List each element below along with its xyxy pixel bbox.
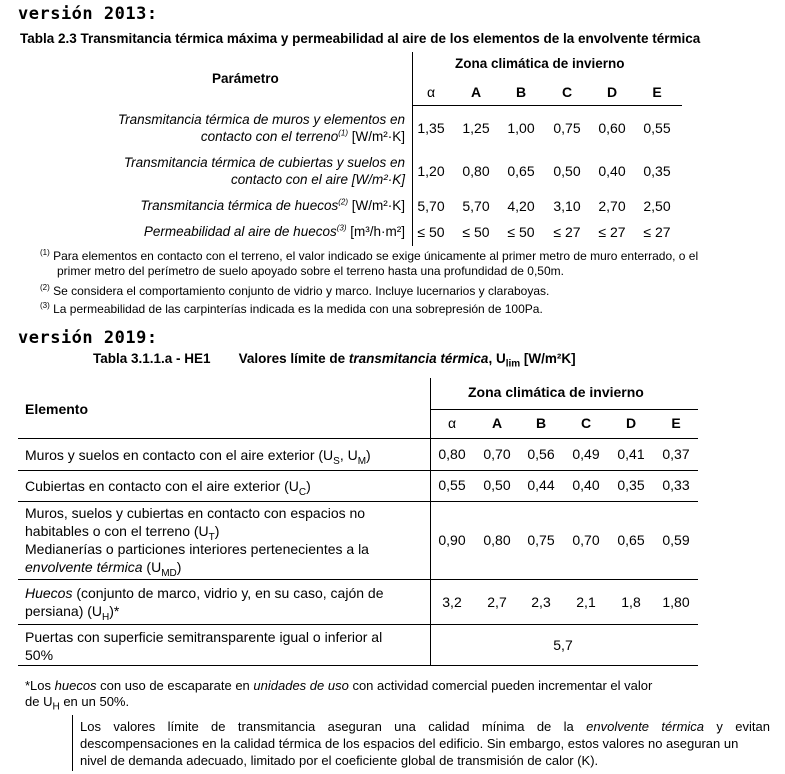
row-label-part: Cubiertas en contacto con el aire exterior (U	[25, 478, 299, 494]
row-label-2019	[25, 628, 425, 664]
header-rule-2013	[412, 105, 682, 106]
row-label-2013	[124, 154, 405, 188]
value-cell: ≤ 27	[643, 224, 671, 240]
row-label-part: Huecos	[25, 585, 73, 601]
row-sub: MD	[161, 567, 177, 579]
footnote-1	[40, 249, 698, 264]
caption-text: transmitancia térmica	[348, 351, 489, 366]
note-bar	[72, 715, 73, 771]
row-sub: H	[102, 611, 110, 623]
row-label-2013	[118, 111, 405, 145]
divider-2013	[412, 52, 413, 246]
value-cell: 0,90	[438, 532, 466, 548]
footnote-part: en un 50%.	[59, 694, 130, 709]
zone-label: D	[606, 84, 618, 100]
value-cell: ≤ 27	[598, 224, 626, 240]
value-cell: 2,7	[487, 594, 507, 610]
value-cell: 0,41	[617, 446, 645, 462]
note-line: nivel de demanda adecuado, limitado por el coeficiente global de transmisión de calor (K).	[80, 753, 599, 768]
footnote-line	[25, 694, 652, 713]
row-sub: T	[208, 531, 215, 543]
zone-label: E	[671, 415, 681, 431]
footnote-sub: H	[52, 701, 60, 713]
row-label-line: Muros, suelos y cubiertas en contacto con espacios no	[25, 505, 366, 521]
value-cell: 0,37	[662, 446, 690, 462]
version-2019-heading: versión 2019:	[18, 328, 158, 348]
row-label-2013	[144, 223, 405, 240]
value-cell: ≤ 27	[553, 224, 581, 240]
row-label-line	[25, 522, 425, 543]
value-cell: 0,65	[507, 163, 535, 179]
value-cell: 5,70	[462, 198, 490, 214]
note-line	[80, 718, 770, 735]
caption-text: Valores límite de	[238, 351, 349, 366]
value-cell: 1,8	[621, 594, 641, 610]
row-label-2013	[140, 197, 405, 214]
value-cell: 3,10	[553, 198, 581, 214]
zone-label: B	[535, 415, 547, 431]
value-cell: 2,1	[576, 594, 596, 610]
row-label-part: , U	[339, 447, 358, 463]
value-cell: 3,2	[442, 594, 462, 610]
value-cell: 0,59	[662, 532, 690, 548]
note-part: envolvente térmica	[586, 719, 705, 734]
value-cell: 0,44	[527, 477, 555, 493]
table-bottom-rule	[18, 665, 698, 666]
footnote-mark: (3)	[40, 301, 50, 310]
unit: [W/m²·K]	[348, 129, 405, 144]
row-label-2019	[25, 584, 425, 623]
row-label-part: (U	[142, 559, 162, 575]
row-label-line	[118, 128, 405, 145]
value-cell: 0,49	[572, 446, 600, 462]
footnote-ref: (3)	[336, 223, 347, 233]
row-label-line	[25, 558, 425, 579]
footnote-ref: (2)	[338, 197, 348, 207]
caption-text: [W/m²K]	[520, 351, 576, 366]
row-label-2019	[25, 446, 425, 467]
row-rule	[18, 501, 698, 502]
footnote-part: con actividad comercial pueden incrementar el valor	[348, 678, 653, 693]
row-label-part: )	[306, 478, 311, 494]
value-cell: 0,50	[553, 163, 581, 179]
row-sub: S	[333, 455, 340, 467]
row-label-line: Puertas con superficie semitransparente igual o inferior al	[25, 629, 383, 645]
value-cell: 0,40	[572, 477, 600, 493]
footnote-line	[25, 678, 652, 694]
value-cell: 0,35	[643, 163, 671, 179]
value-cell: 0,55	[643, 120, 671, 136]
value-cell: 1,20	[417, 163, 445, 179]
footnote-text: La permeabilidad de las carpinterías indicada es la medida con una sobrepresión de 100Pa.	[53, 302, 543, 316]
value-cell: 0,33	[662, 477, 690, 493]
footnote-3	[40, 302, 543, 317]
value-cell: 0,60	[598, 120, 626, 136]
zone-label: α	[426, 84, 436, 100]
note-part: y evitan	[704, 719, 770, 734]
row-label-part: habitables o con el terreno (U	[25, 523, 209, 539]
row-label-line	[25, 584, 425, 602]
row-label-2019	[25, 504, 425, 579]
value-cell: 0,56	[527, 446, 555, 462]
value-cell: ≤ 50	[462, 224, 490, 240]
zone-label: D	[625, 415, 637, 431]
row-label-2019	[25, 477, 425, 498]
footnote-part: con uso de escaparate en	[96, 678, 254, 693]
zone-label: E	[652, 84, 662, 100]
row-label-part: )	[366, 447, 371, 463]
row-rule	[18, 470, 698, 471]
value-cell: 5,70	[417, 198, 445, 214]
row-label-line: 50%	[25, 647, 54, 663]
row-label-part: Muros y suelos en contacto con el aire exterior (U	[25, 447, 334, 463]
caption-sub: lim	[505, 358, 521, 370]
footnote-ref: (1)	[338, 128, 348, 138]
footnote-part: de U	[25, 694, 53, 709]
footnote-part: unidades de uso	[253, 678, 349, 693]
value-cell: 0,70	[572, 532, 600, 548]
caption-text: , U	[488, 351, 506, 366]
value-cell: 0,50	[483, 477, 511, 493]
value-cell: 0,80	[483, 532, 511, 548]
row-sub: M	[357, 455, 367, 467]
row-label-line: Transmitancia térmica de muros y elementos en	[117, 112, 405, 127]
row-label-line: contacto con el aire [W/m²·K]	[230, 172, 405, 187]
value-cell: 2,70	[598, 198, 626, 214]
row-label-line	[25, 602, 425, 623]
value-cell: 1,25	[462, 120, 490, 136]
value-cell: 1,00	[507, 120, 535, 136]
row-label-part: )	[176, 559, 182, 575]
row-rule	[18, 579, 698, 580]
row-rule	[18, 624, 698, 625]
footnote-2	[40, 284, 549, 299]
value-cell: 1,80	[662, 594, 690, 610]
value-cell: 2,50	[643, 198, 671, 214]
zone-header-2013: Zona climática de invierno	[455, 56, 625, 71]
value-cell: 0,40	[598, 163, 626, 179]
value-cell: 0,80	[438, 446, 466, 462]
footnote-text: Se considera el comportamiento conjunto de vidrio y marco. Incluye lucernarios y claraboyas.	[53, 284, 550, 298]
row-label-part: contacto con el terreno	[200, 129, 339, 144]
zone-label: C	[561, 84, 573, 100]
header-rule-2019	[18, 438, 698, 439]
note-block	[80, 718, 770, 769]
value-cell-merged: 5,7	[553, 637, 573, 653]
value-cell: 2,3	[531, 594, 551, 610]
footnote-part: huecos	[54, 678, 97, 693]
row-label-part: Transmitancia térmica de huecos	[140, 198, 339, 213]
footnote-part: *Los	[25, 678, 55, 693]
footnote-text: Para elementos en contacto con el terreno, el valor indicado se exige únicamente al primer metro de muro enterrado, o el	[53, 249, 699, 263]
param-header: Parámetro	[212, 71, 279, 86]
unit: [W/m²·K]	[348, 198, 405, 213]
value-cell: ≤ 50	[507, 224, 535, 240]
value-cell: ≤ 50	[417, 224, 445, 240]
note-part: Los valores límite de transmitancia aseguran una calidad mínima de la	[80, 719, 587, 734]
row-label-part: )	[214, 523, 220, 539]
zone-label: A	[491, 415, 503, 431]
caption-label: Tabla 3.1.1.a - HE1	[93, 351, 211, 366]
zone-label: B	[515, 84, 527, 100]
value-cell: 1,35	[417, 120, 445, 136]
zone-label: A	[470, 84, 482, 100]
zone-label: C	[580, 415, 592, 431]
row-label-line: Transmitancia térmica de cubiertas y suelos en	[123, 155, 405, 170]
footnote-2019	[25, 678, 653, 713]
value-cell: 0,65	[617, 532, 645, 548]
row-label-part: (conjunto de marco, vidrio y, en su caso, cajón de	[72, 585, 384, 601]
value-cell: 0,75	[527, 532, 555, 548]
value-cell: 0,35	[617, 477, 645, 493]
row-label-part: )*	[109, 603, 120, 619]
value-cell: 0,70	[483, 446, 511, 462]
value-cell: 0,80	[462, 163, 490, 179]
table-2013-caption: Tabla 2.3 Transmitancia térmica máxima y permeabilidad al aire de los elementos de la envolvente térmica	[20, 31, 701, 46]
row-label-part: persiana) (U	[25, 603, 103, 619]
footnote-mark: (1)	[40, 248, 50, 257]
row-label-part: Permeabilidad al aire de huecos	[143, 224, 337, 239]
table-2019-caption	[93, 351, 576, 370]
value-cell: 0,75	[553, 120, 581, 136]
footnote-mark: (2)	[40, 283, 50, 292]
unit: [m³/h·m²]	[346, 224, 405, 239]
row-sub: C	[298, 486, 307, 498]
version-2013-heading: versión 2013:	[18, 4, 158, 24]
footnote-text: primer metro del perímetro de suelo apoyado sobre el terreno hasta una profundidad de 0,50m.	[57, 264, 564, 278]
row-label-line: Medianerías o particiones interiores pertenecientes a la	[25, 541, 369, 557]
zone-header-2019: Zona climática de invierno	[468, 384, 644, 400]
row-label-part: envolvente térmica	[25, 559, 143, 575]
element-header: Elemento	[25, 401, 89, 417]
value-cell: 0,55	[438, 477, 466, 493]
value-cell: 4,20	[507, 198, 535, 214]
zone-rule-2019	[430, 409, 698, 410]
zone-label: α	[447, 415, 457, 431]
note-line: descompensaciones en la calidad térmica de los espacios del edificio. Sin embargo, estos valores no aseguran un	[80, 736, 739, 751]
